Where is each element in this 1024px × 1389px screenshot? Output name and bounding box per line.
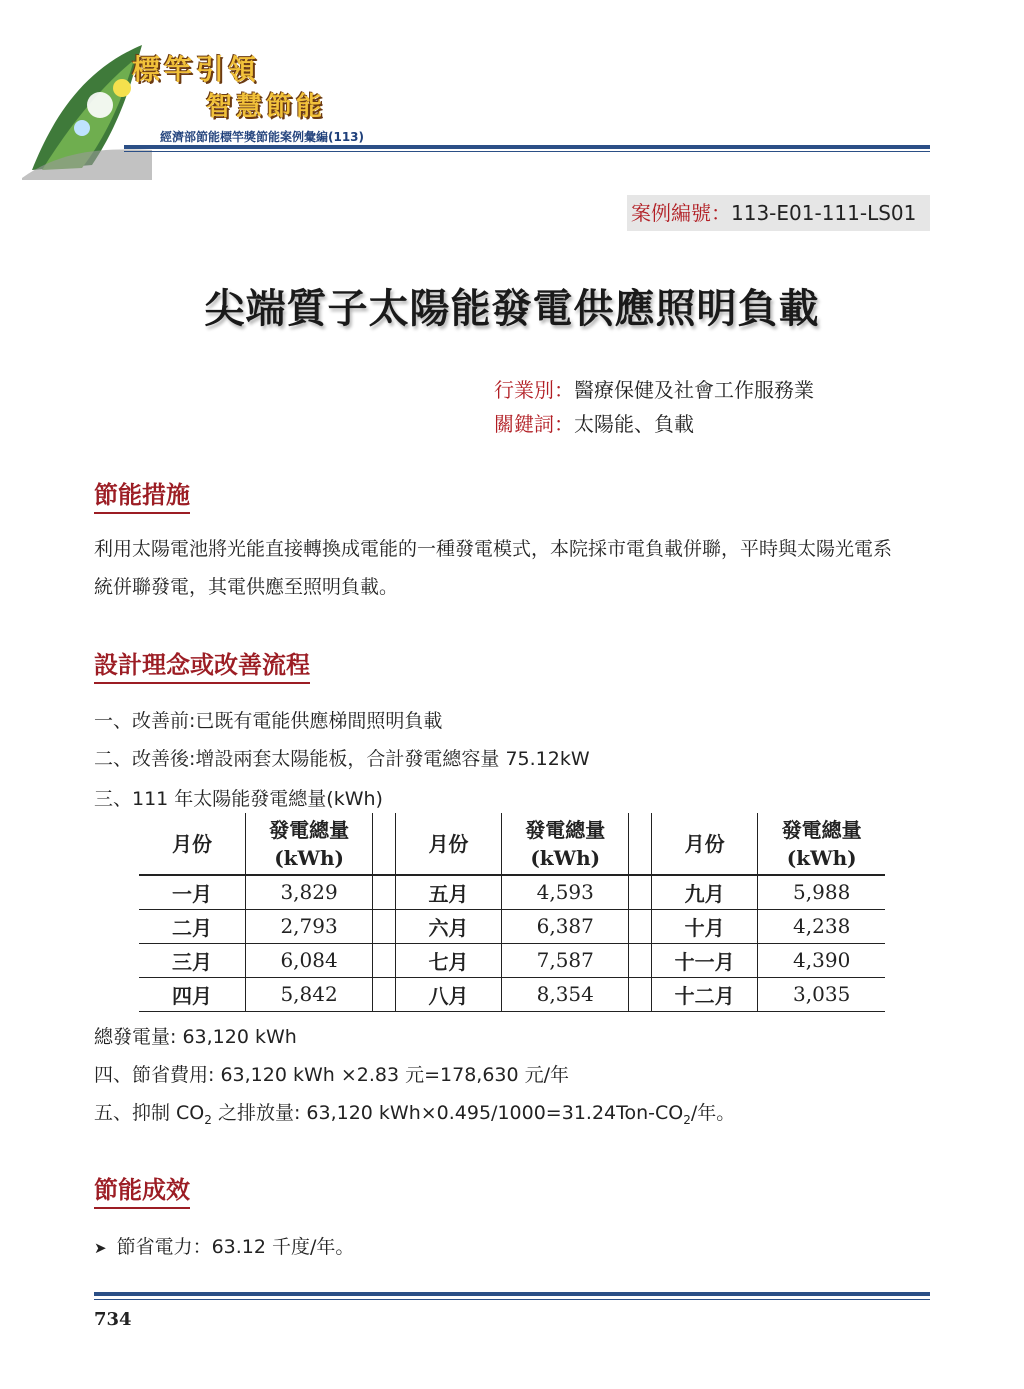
- measures-paragraph: 利用太陽電池將光能直接轉換成電能的一種發電模式，本院採市電負載併聯，平時與太陽光電系統併聯發電，其電供應至照明負載。: [94, 538, 893, 598]
- table-row: [139, 943, 885, 977]
- table-cell-month: 十月: [651, 909, 758, 943]
- industry-value: 醫療保健及社會工作服務業: [574, 378, 814, 402]
- generation-table: [139, 813, 885, 1012]
- design-item-3: 三、111 年太陽能發電總量(kWh): [94, 788, 383, 810]
- table-cell-month: 五月: [428, 881, 469, 906]
- table-cell-value: 5,988: [758, 875, 885, 909]
- table-separator: [373, 909, 396, 943]
- table-cell-month: 三月: [139, 943, 246, 977]
- page-number: 734: [94, 1309, 132, 1330]
- table-header-month: 月份: [395, 813, 502, 875]
- section-heading-results: 節能成效: [94, 1170, 190, 1209]
- table-header-month: 月份: [651, 813, 758, 875]
- design-item-5: 五、抑制 $CO_2$ 之排放量: 63,120 $kWh\times 0.495/1000=31.24Ton-CO_2/$年。: [94, 1102, 736, 1127]
- table-separator: [629, 977, 652, 1011]
- table-cell-value: 6,387: [502, 909, 629, 943]
- keywords-line: [494, 408, 694, 437]
- table-separator: [629, 813, 652, 875]
- case-number-label: 案例編號：: [631, 201, 731, 225]
- arrow-bullet-icon: ➤: [94, 1239, 107, 1257]
- table-row: [139, 875, 885, 909]
- table-cell-value: 4,593: [502, 875, 629, 909]
- case-number-box: [627, 195, 930, 231]
- table-separator: [629, 875, 652, 909]
- table-separator: [629, 909, 652, 943]
- table-separator: [373, 977, 396, 1011]
- table-cell-month: 四月: [139, 977, 246, 1011]
- table-cell-month: 七月: [395, 943, 502, 977]
- table-cell-value: 4,238: [758, 909, 885, 943]
- table-cell-value: 3,035: [758, 977, 885, 1011]
- table-header-value: 發電總量 (kWh): [246, 813, 373, 875]
- table-header-row: [139, 813, 885, 875]
- design-item-1: 一、改善前:已既有電能供應梯間照明負載: [94, 710, 443, 732]
- logo-title-line2: 智慧節能: [206, 92, 327, 122]
- keywords-value: 太陽能、負載: [574, 412, 694, 436]
- footer-rule-thin: [94, 1299, 930, 1300]
- header-subtitle: 經濟部節能標竿獎節能案例彙編(113): [160, 130, 365, 144]
- table-cell-value: 4,390: [758, 943, 885, 977]
- table-cell-month: 十一月: [651, 943, 758, 977]
- table-header-value: 發電總量 (kWh): [758, 813, 885, 875]
- table-cell-month: 六月: [395, 909, 502, 943]
- section-heading-measures: 節能措施: [94, 475, 190, 514]
- table-row: [139, 909, 885, 943]
- header-rule: [124, 145, 930, 149]
- table-cell-value: 3,829: [246, 875, 373, 909]
- keywords-label: 關鍵詞：: [494, 412, 574, 436]
- footer-rule: [94, 1292, 930, 1296]
- result-text: 節省電力：63.12 千度/年。: [116, 1236, 355, 1258]
- table-cell-month: 二月: [139, 909, 246, 943]
- page-title: 尖端質子太陽能發電供應照明負載: [204, 286, 820, 332]
- table-separator: [373, 943, 396, 977]
- result-item: [94, 1232, 354, 1259]
- table-cell-month: 一月: [172, 881, 213, 906]
- table-cell-value: 2,793: [246, 909, 373, 943]
- table-cell-value: 6,084: [246, 943, 373, 977]
- table-cell-month: 十二月: [651, 977, 758, 1011]
- table-separator: [629, 943, 652, 977]
- table-cell-value: 8,354: [502, 977, 629, 1011]
- table-cell-month: 八月: [395, 977, 502, 1011]
- table-cell-value: 5,842: [246, 977, 373, 1011]
- table-row: [139, 977, 885, 1011]
- table-header-month: 月份: [139, 813, 246, 875]
- header-rule-thin: [124, 151, 930, 152]
- industry-label: 行業別：: [494, 378, 574, 402]
- design-item-2: 二、改善後:增設兩套太陽能板，合計發電總容量 75.12kW: [94, 748, 590, 770]
- total-generation: 總發電量: 63,120 kWh: [94, 1026, 297, 1048]
- section-heading-design: 設計理念或改善流程: [94, 645, 310, 684]
- table-cell-value: 7,587: [502, 943, 629, 977]
- design-item-4: 四、節省費用: 63,120 kWh ×2.83 元=178,630 元/年: [94, 1064, 570, 1086]
- table-separator: [373, 813, 396, 875]
- industry-line: [494, 374, 814, 403]
- logo-title-line1: 標竿引領: [132, 53, 261, 86]
- case-number-value: 113-E01-111-LS01: [731, 201, 917, 225]
- table-separator: [373, 875, 396, 909]
- table-cell-month: 九月: [684, 881, 725, 906]
- table-header-value: 發電總量 (kWh): [502, 813, 629, 875]
